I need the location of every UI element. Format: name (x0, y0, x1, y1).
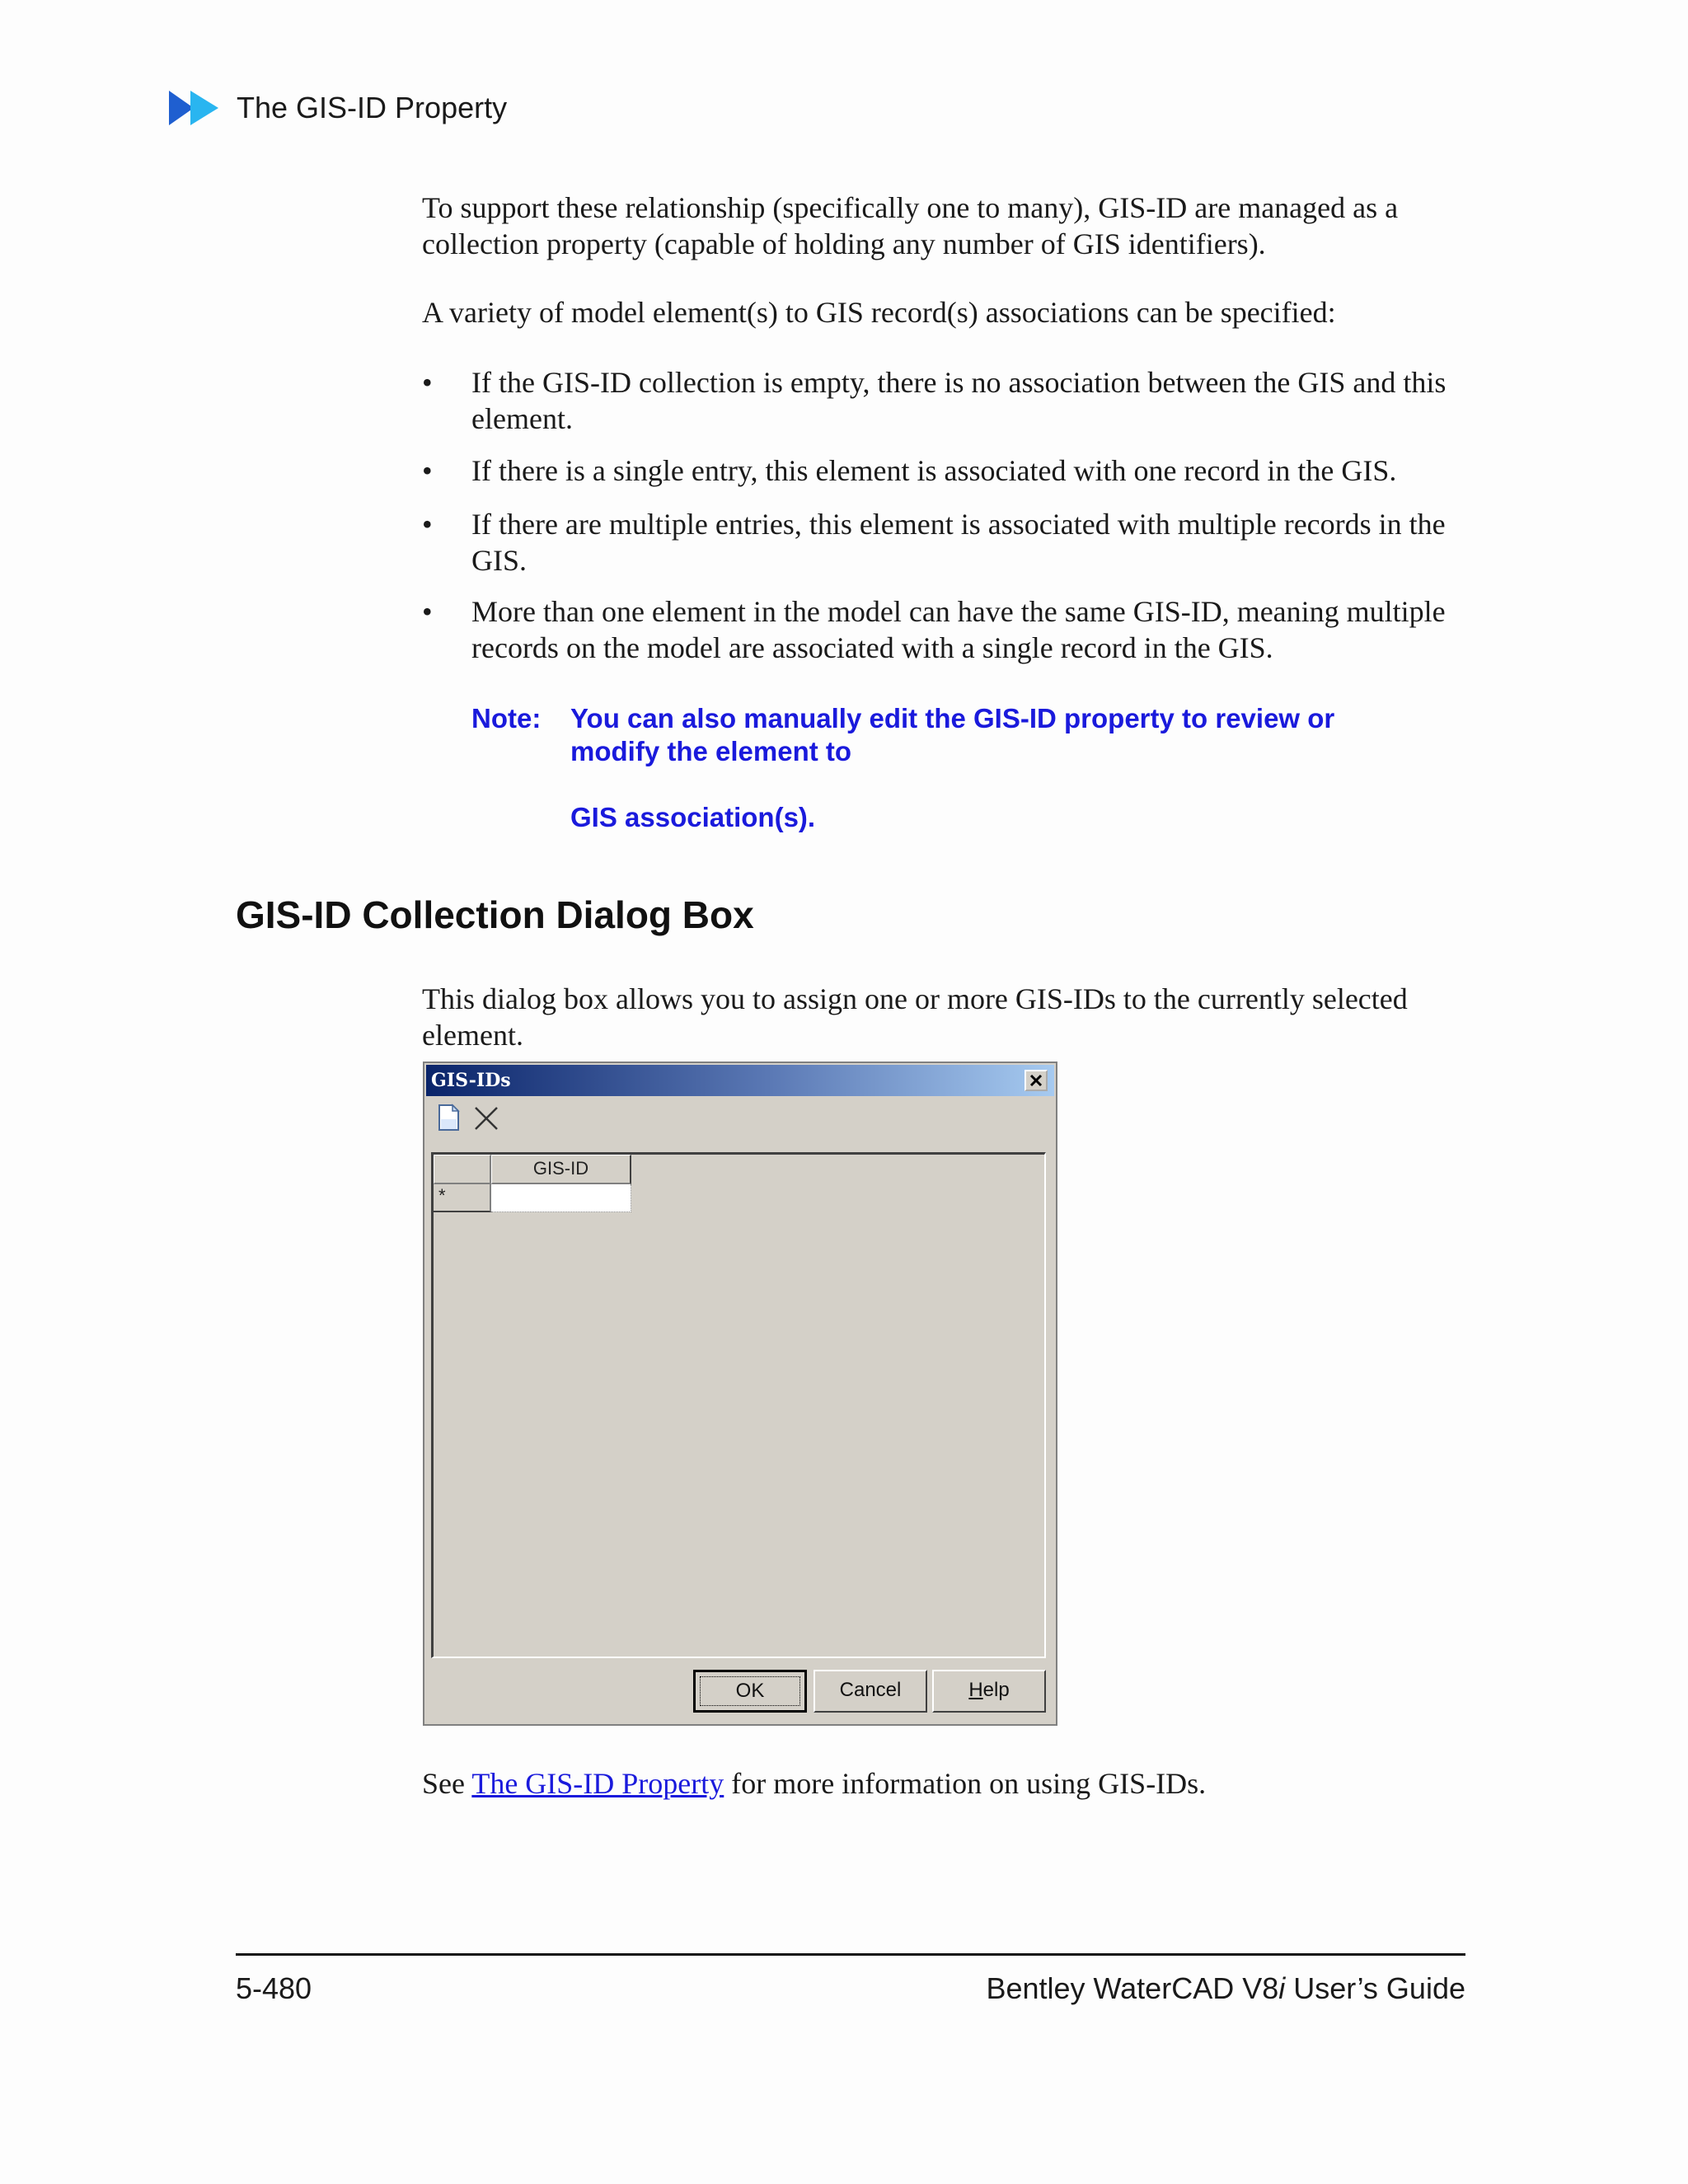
column-header-gis-id[interactable]: GIS-ID (491, 1155, 631, 1184)
see-also-suffix: for more information on using GIS-IDs. (724, 1767, 1207, 1800)
help-hotkey: H (968, 1679, 983, 1701)
delete-x-icon[interactable] (472, 1104, 500, 1132)
section-intro: This dialog box allows you to assign one or more GIS-IDs to the currently selected element. (422, 982, 1408, 1052)
header-title: The GIS-ID Property (237, 91, 508, 124)
note-label: Note: (471, 703, 542, 733)
section-heading: GIS-ID Collection Dialog Box (236, 893, 754, 936)
associations-paragraph: A variety of model element(s) to GIS record(s) associations can be specified: (422, 296, 1336, 329)
bullet-marker: • (422, 508, 433, 541)
double-arrow-icon (169, 91, 222, 125)
footer-rule (236, 1953, 1465, 1956)
new-row-header[interactable]: * (434, 1184, 491, 1212)
see-also-prefix: See (422, 1767, 472, 1800)
close-icon (1026, 1071, 1046, 1090)
gis-id-grid[interactable] (431, 1152, 1046, 1658)
book-title-italic: i (1278, 1971, 1286, 2005)
book-title-suffix: User’s Guide (1285, 1971, 1465, 2005)
bullet-marker: • (422, 454, 433, 487)
bullet-marker: • (422, 595, 433, 628)
bullet-marker: • (422, 366, 433, 399)
ok-button-label: OK (700, 1676, 800, 1706)
help-button-label-rest: elp (982, 1679, 1010, 1701)
book-title (986, 1971, 1465, 2006)
page-number: 5-480 (236, 1971, 312, 2005)
grid-corner-header[interactable] (434, 1155, 491, 1184)
cancel-button[interactable]: Cancel (814, 1670, 927, 1713)
new-document-icon[interactable] (434, 1103, 462, 1132)
bullet-text: If there is a single entry, this element is associated with one record in the GIS. (471, 454, 1397, 487)
dialog-title: GIS-IDs (431, 1070, 511, 1091)
close-button[interactable] (1025, 1070, 1048, 1091)
see-also-line (422, 1765, 1206, 1802)
dialog-titlebar[interactable] (426, 1065, 1054, 1096)
note-text: You can also manually edit the GIS-ID property to review or modify the element to (570, 703, 1335, 766)
book-title-main: Bentley WaterCAD V8 (986, 1971, 1279, 2005)
ok-button[interactable] (693, 1670, 807, 1713)
help-button[interactable] (932, 1670, 1046, 1713)
bullet-text: If the GIS-ID collection is empty, there is no association between the GIS and this element. (471, 366, 1447, 435)
note-text-continued: GIS association(s). (570, 802, 816, 832)
new-row-gis-id-cell[interactable] (491, 1184, 631, 1212)
bullet-text: If there are multiple entries, this element is associated with multiple records in the GIS. (471, 508, 1446, 577)
gis-ids-dialog (423, 1062, 1057, 1726)
intro-paragraph: To support these relationship (specifically one to many), GIS-ID are managed as a collection property (capable of holding any number of GIS identifiers). (422, 191, 1399, 260)
bullet-text: More than one element in the model can have the same GIS-ID, meaning multiple records on the model are associated with a single record in the GIS. (471, 595, 1446, 664)
gis-id-property-link[interactable]: The GIS-ID Property (471, 1767, 724, 1800)
